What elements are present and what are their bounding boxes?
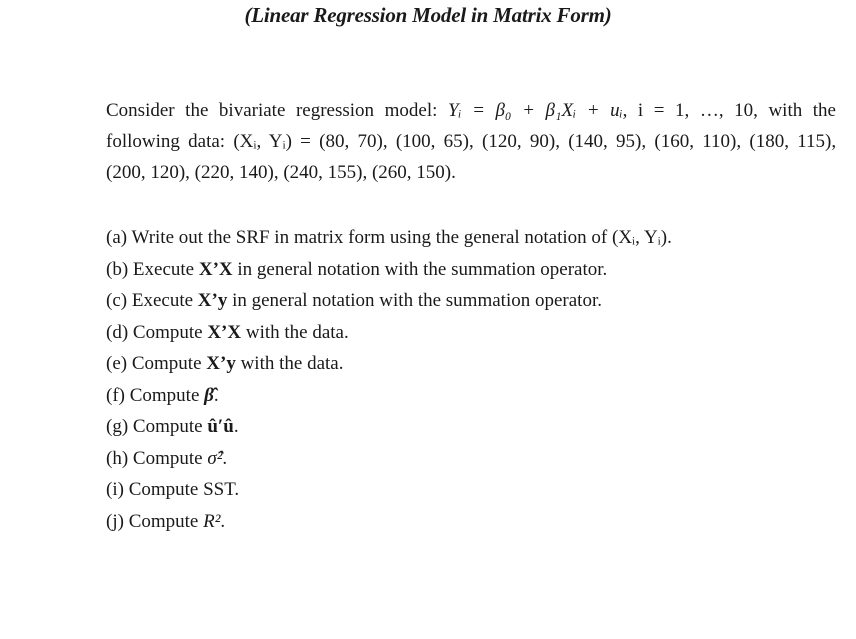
data-pair: (220, 140)	[194, 162, 274, 183]
question-text-after: .	[233, 416, 239, 437]
question-text-before: Compute	[128, 510, 204, 532]
data-pair: (80, 70)	[319, 131, 383, 152]
regression-equation: Yᵢ = β₀ + β₁Xᵢ + uᵢ	[447, 100, 623, 121]
question-text-after: .	[220, 510, 226, 532]
question-label: (d)	[106, 321, 129, 343]
residual-product-symbol: û′û	[207, 416, 234, 437]
question-text-before: Compute	[132, 321, 208, 343]
beta-hat-symbol: β̂	[204, 384, 214, 406]
question-label: (g)	[106, 416, 129, 437]
question-text-after: with the data.	[235, 353, 344, 374]
matrix-expression: X’y	[206, 353, 236, 374]
statement-lead: Consider the bivariate regression model:	[106, 100, 448, 121]
question-text-before: Compute	[131, 353, 207, 374]
question-label: (b)	[106, 258, 129, 280]
data-pair: (260, 150)	[371, 162, 452, 183]
question-g	[106, 411, 672, 443]
question-text-after: .	[213, 384, 219, 406]
data-pair: (140, 95)	[568, 131, 642, 152]
problem-statement	[106, 95, 836, 188]
question-label: (h)	[106, 447, 129, 469]
question-text-before: Compute	[132, 416, 208, 437]
data-pair: (120, 90)	[482, 131, 556, 152]
data-pair: (100, 65)	[395, 131, 470, 152]
question-c	[106, 285, 672, 317]
matrix-expression: X’y	[197, 290, 228, 311]
r-squared-symbol: R²	[203, 510, 221, 532]
question-j	[106, 506, 672, 538]
question-b	[106, 254, 672, 286]
question-text-before: Execute	[131, 290, 198, 311]
matrix-expression: X’X	[207, 321, 242, 343]
data-pair: (160, 110)	[654, 131, 737, 152]
data-pair: (200, 120)	[106, 162, 186, 183]
page-title-text: (Linear Regression Model in Matrix Form)	[244, 3, 612, 27]
statement-line-1	[106, 95, 836, 126]
question-label: (f)	[106, 384, 125, 406]
question-f	[106, 380, 672, 412]
question-text: Compute SST.	[128, 479, 240, 500]
question-h	[106, 443, 672, 475]
matrix-expression: X’X	[198, 258, 233, 280]
question-label: (j)	[106, 510, 124, 532]
question-text-before: Compute	[129, 384, 205, 406]
question-list	[106, 222, 672, 537]
page-title	[0, 3, 856, 28]
question-a	[106, 222, 672, 254]
question-i	[106, 474, 672, 506]
question-text-after: .	[222, 447, 228, 469]
index-range: , i = 1, …, 10, with the	[622, 100, 836, 121]
data-pair: (240, 155)	[283, 162, 363, 183]
data-pair: (180, 115)	[749, 131, 832, 152]
question-d	[106, 317, 672, 349]
question-text-after: in general notation with the summation operator.	[232, 258, 608, 280]
question-label: (i)	[106, 479, 124, 500]
data-lead: following data: (Xᵢ, Yᵢ) =	[106, 131, 320, 152]
question-text-before: Execute	[132, 258, 199, 280]
question-text: Write out the SRF in matrix form using the general notation of (Xᵢ, Yᵢ).	[131, 227, 672, 248]
question-label: (c)	[106, 290, 128, 311]
question-e	[106, 348, 672, 380]
question-text-before: Compute	[132, 447, 208, 469]
statement-line-3: (200, 120), (220, 140), (240, 155), (260, 150).	[106, 162, 456, 183]
question-label: (a)	[106, 227, 128, 248]
question-label: (e)	[106, 353, 128, 374]
question-text-after: with the data.	[241, 321, 349, 343]
statement-line-2: following data: (Xᵢ, Yᵢ) = (80, 70), (100, 65), (120, 90), (140, 95), (160, 110), (180, 115),	[106, 131, 837, 152]
question-text-after: in general notation with the summation operator.	[227, 290, 602, 311]
sigma-hat-squared-symbol: σ̂²	[207, 447, 223, 469]
